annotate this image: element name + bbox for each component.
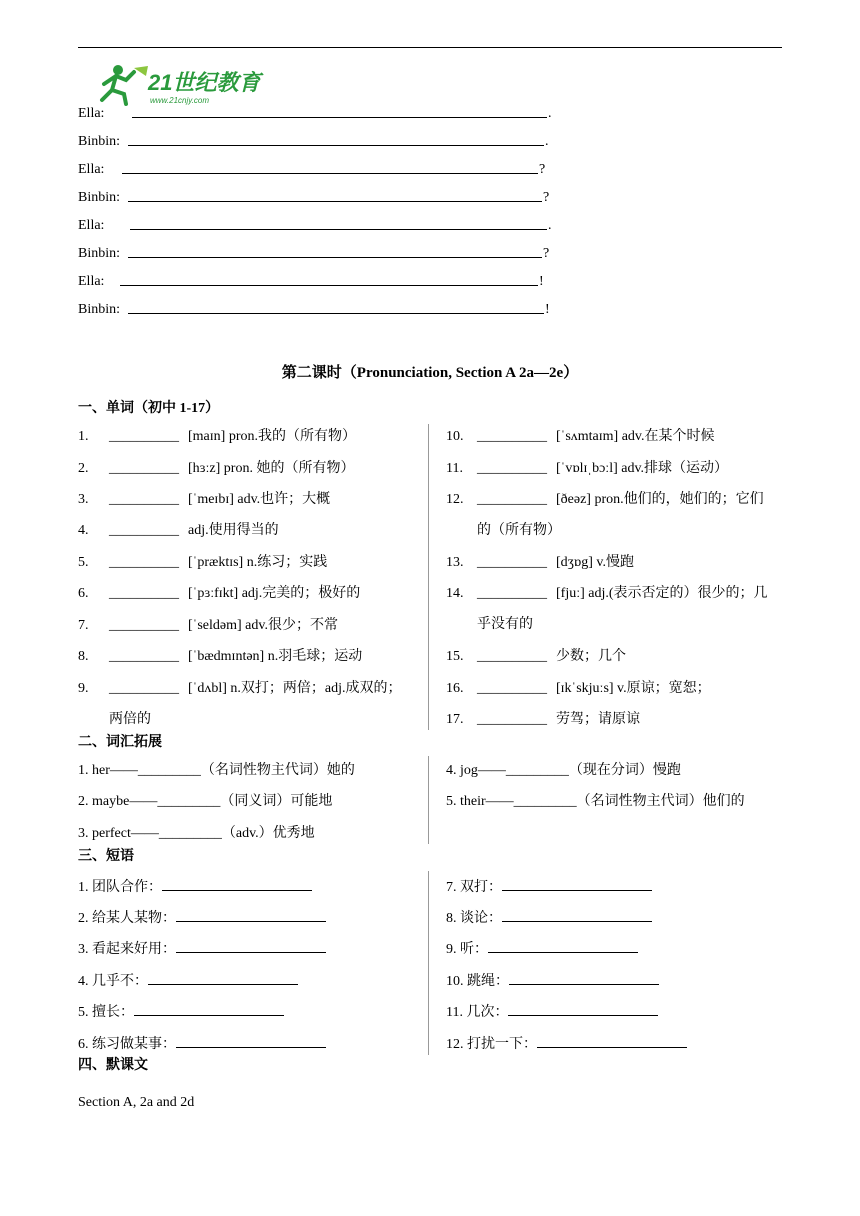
part1-divider [428,424,429,730]
speaker-label: Ella: [78,218,105,233]
phrase-label: 7. 双打： [446,880,502,895]
vocab-blank[interactable]: __________ [477,586,547,601]
speaker-label: Binbin: [78,302,121,317]
vocab-number: 11. [446,461,463,476]
dialogue-line [78,244,550,264]
phrase-label: 2. 给某人某物： [78,911,176,926]
vocab-number: 3. [78,492,89,507]
vocab-number: 4. [78,523,89,538]
phrase-label: 3. 看起来好用： [78,942,176,957]
vocab-number: 12. [446,492,464,507]
expansion-item: 2. maybe——_________（同义词）可能地 [78,794,333,809]
phrase-item [78,970,298,992]
end-punctuation: . [548,218,552,233]
dialogue-line [78,272,544,292]
phrase-answer-blank[interactable] [537,1033,687,1048]
vocab-blank[interactable]: __________ [109,649,179,664]
answer-blank[interactable] [128,145,544,146]
vocab-definition: [ˈmeɪbɪ] adv.也许；大概 [188,492,331,507]
phrase-item [446,1033,687,1055]
vocab-definition: 劳驾；请原谅 [556,712,640,727]
phrase-answer-blank[interactable] [502,907,652,922]
end-punctuation: ! [545,302,550,317]
phrase-label: 9. 听： [446,942,488,957]
vocab-number: 14. [446,586,464,601]
vocab-blank[interactable]: __________ [109,461,179,476]
vocab-definition: [maɪn] pron.我的（所有物） [188,429,356,444]
vocab-blank[interactable]: __________ [109,586,179,601]
dialogue-line [78,104,552,124]
phrase-label: 8. 谈论： [446,911,502,926]
end-punctuation: ? [543,246,550,261]
vocab-definition: 少数；几个 [556,649,626,664]
vocab-blank[interactable]: __________ [109,681,179,696]
vocab-blank[interactable]: __________ [109,523,179,538]
phrase-label: 6. 练习做某事： [78,1037,176,1052]
phrase-answer-blank[interactable] [488,938,638,953]
part3-divider [428,871,429,1055]
vocab-number: 13. [446,555,464,570]
vocab-blank[interactable]: __________ [109,429,179,444]
phrase-item [446,938,638,960]
vocab-blank[interactable]: __________ [477,429,547,444]
vocab-definition: [ɪkˈskjuːs] v.原谅；宽恕； [556,681,711,696]
phrase-answer-blank[interactable] [176,938,326,953]
vocab-definition: [ˈsʌmtaɪm] adv.在某个时候 [556,429,715,444]
answer-blank[interactable] [130,229,547,230]
speaker-label: Ella: [78,274,105,289]
phrase-answer-blank[interactable] [176,1033,326,1048]
expansion-item: 5. their——_________（名词性物主代词）他们的 [446,794,745,809]
part2-heading: 二、词汇拓展 [78,735,162,750]
vocab-number: 2. [78,461,89,476]
vocab-definition: [ˈbædmɪntən] n.羽毛球；运动 [188,649,363,664]
header-rule [78,47,782,48]
dialogue-line [78,160,546,180]
vocab-number: 5. [78,555,89,570]
vocab-definition: [ˈdʌbl] n.双打；两倍；adj.成双的； [188,681,402,696]
vocab-blank[interactable]: __________ [109,618,179,633]
vocab-blank[interactable]: __________ [109,492,179,507]
vocab-number: 1. [78,429,89,444]
vocab-blank[interactable]: __________ [477,492,547,507]
phrase-item [78,1033,326,1055]
vocab-number: 17. [446,712,464,727]
phrase-item [78,1001,284,1023]
speaker-label: Ella: [78,106,105,121]
phrase-label: 12. 打扰一下： [446,1037,537,1052]
answer-blank[interactable] [122,173,538,174]
vocab-blank[interactable]: __________ [477,712,547,727]
vocab-blank[interactable]: __________ [109,555,179,570]
vocab-number: 8. [78,649,89,664]
part1-heading: 一、单词（初中 1-17） [78,401,220,416]
phrase-label: 5. 擅长： [78,1005,134,1020]
vocab-definition: [ˈpræktɪs] n.练习；实践 [188,555,328,570]
vocab-definition: [dʒɒg] v.慢跑 [556,555,634,570]
speaker-label: Binbin: [78,134,121,149]
svg-text:www.21cnjy.com: www.21cnjy.com [150,96,209,105]
runner-logo-icon [96,62,266,106]
answer-blank[interactable] [128,313,544,314]
speaker-label: Binbin: [78,246,121,261]
end-punctuation: ? [539,162,546,177]
vocab-number: 15. [446,649,464,664]
vocab-number: 7. [78,618,89,633]
vocab-number: 10. [446,429,464,444]
expansion-item: 3. perfect——_________（adv.）优秀地 [78,826,315,841]
phrase-item [78,876,312,898]
phrase-answer-blank[interactable] [134,1001,284,1016]
phrase-item [446,970,659,992]
phrase-label: 4. 几乎不： [78,974,148,989]
vocab-blank[interactable]: __________ [477,555,547,570]
answer-blank[interactable] [120,285,538,286]
phrase-item [78,938,326,960]
phrase-item [446,876,652,898]
vocab-definition: [ˈseldəm] adv.很少；不常 [188,618,338,633]
phrase-answer-blank[interactable] [502,876,652,891]
phrase-answer-blank[interactable] [176,907,326,922]
lesson-title: 第二课时（Pronunciation, Section A 2a—2e） [281,365,579,381]
phrase-item [78,907,326,929]
vocab-definition: adj.使用得当的 [188,523,279,538]
logo [96,62,266,106]
speaker-label: Ella: [78,162,105,177]
part4-subtitle: Section A, 2a and 2d [78,1095,195,1110]
expansion-item: 4. jog——_________（现在分词）慢跑 [446,763,681,778]
vocab-number: 16. [446,681,464,696]
answer-blank[interactable] [132,117,547,118]
phrase-label: 10. 跳绳： [446,974,509,989]
vocab-definition-continued: 乎没有的 [477,617,533,632]
vocab-definition: [hɜːz] pron. 她的（所有物） [188,461,355,476]
phrase-label: 11. 几次： [446,1005,509,1020]
vocab-number: 6. [78,586,89,601]
vocab-blank[interactable]: __________ [477,649,547,664]
dialogue-line [78,188,550,208]
answer-blank[interactable] [128,201,542,202]
part2-divider [428,756,429,844]
end-punctuation: ? [543,190,550,205]
phrase-answer-blank[interactable] [508,1001,658,1016]
end-punctuation: ! [539,274,544,289]
vocab-definition: [ˈvɒlɪˌbɔːl] adv.排球（运动） [556,461,729,476]
vocab-definition-continued: 两倍的 [109,712,151,727]
expansion-item: 1. her——_________（名词性物主代词）她的 [78,763,355,778]
part4-heading: 四、默课文 [78,1058,148,1073]
phrase-answer-blank[interactable] [148,970,298,985]
phrase-answer-blank[interactable] [162,876,312,891]
answer-blank[interactable] [128,257,542,258]
part3-heading: 三、短语 [78,849,134,864]
vocab-definition: [fjuː] adj.(表示否定的）很少的；几 [556,586,768,601]
vocab-definition: [ðeəz] pron.他们的，她们的；它们 [556,492,764,507]
end-punctuation: . [545,134,549,149]
dialogue-line [78,216,552,236]
phrase-label: 1. 团队合作： [78,880,162,895]
phrase-item [446,1001,658,1023]
phrase-item [446,907,652,929]
dialogue-line [78,300,550,320]
dialogue-line [78,132,549,152]
vocab-number: 9. [78,681,89,696]
phrase-answer-blank[interactable] [509,970,659,985]
svg-text:21世纪教育: 21世纪教育 [148,70,261,95]
end-punctuation: . [548,106,552,121]
vocab-definition-continued: 的（所有物） [477,523,561,538]
speaker-label: Binbin: [78,190,121,205]
vocab-blank[interactable]: __________ [477,681,547,696]
vocab-blank[interactable]: __________ [477,461,547,476]
vocab-definition: [ˈpɜːfɪkt] adj.完美的；极好的 [188,586,361,601]
